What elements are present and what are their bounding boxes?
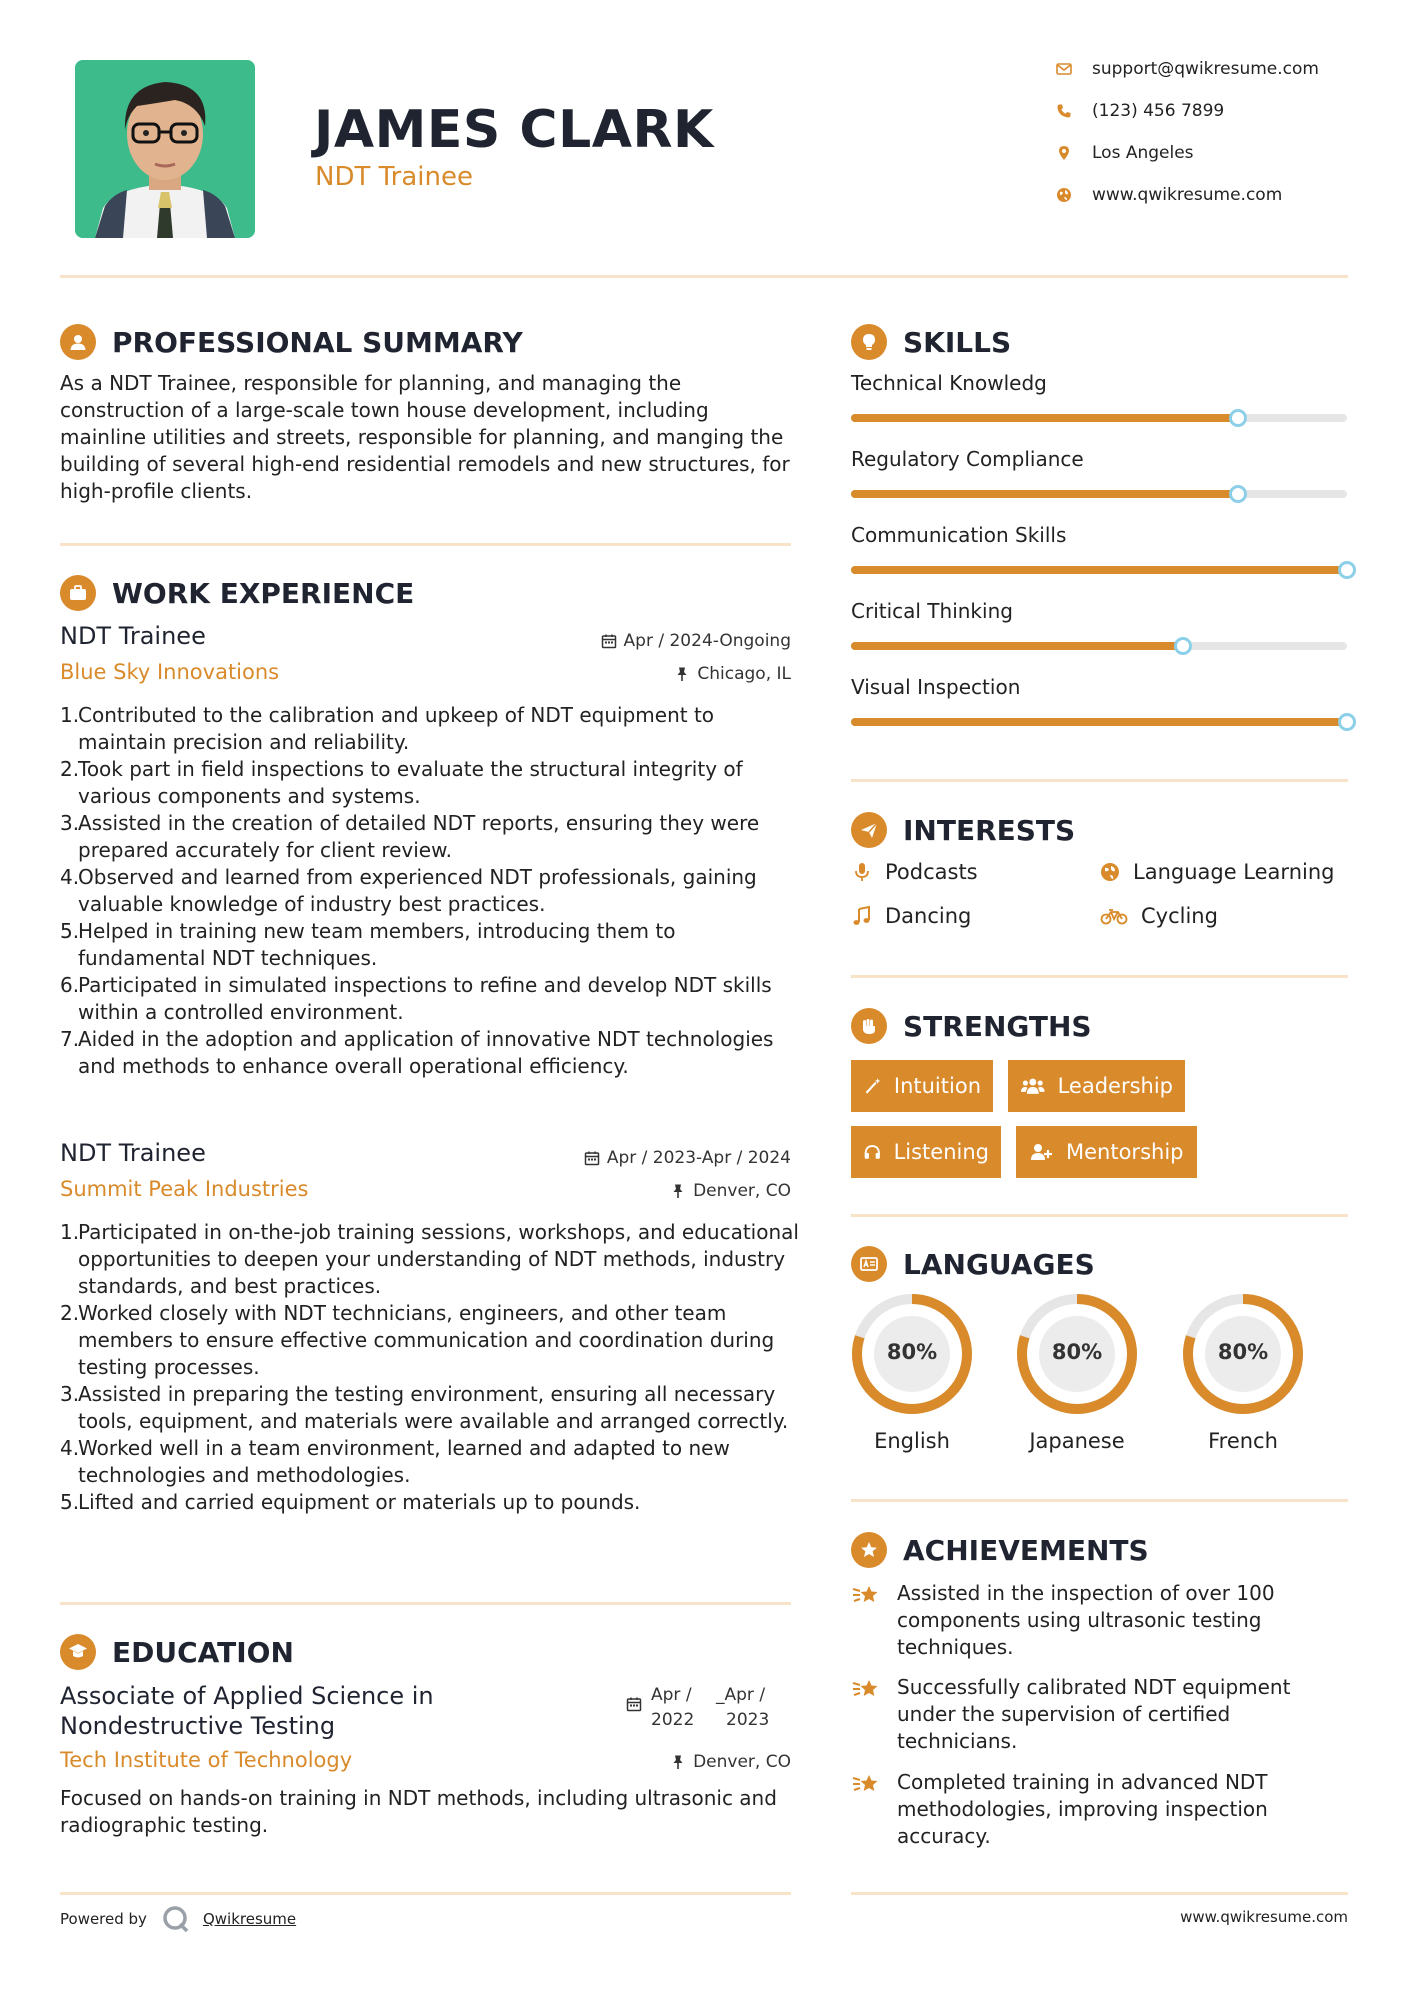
language-percent: 80%: [1217, 1340, 1269, 1364]
skill-bar: [851, 566, 1347, 574]
paper-plane-icon: [851, 812, 887, 848]
language-ring: [850, 1292, 974, 1416]
education-title: EDUCATION: [112, 1635, 294, 1669]
skill-bar-fill: [851, 642, 1183, 650]
education-text: Focused on hands-on training in NDT methods, including ultrasonic and radiographic testing.: [60, 1786, 777, 1837]
language-name: French: [1208, 1429, 1278, 1453]
strengths-heading: [851, 1008, 1092, 1044]
education-location-text: Denver, CO: [693, 1752, 791, 1772]
list-item: 5. Helped in training new team members, introducing them to fundamental NDT techniques.: [60, 919, 676, 970]
skill-name: Visual Inspection: [851, 675, 1021, 699]
experience-heading: [60, 575, 414, 611]
skill-name: Technical Knowledg: [851, 371, 1047, 395]
job-1-location: [520, 664, 791, 684]
contact-phone-text: (123) 456 7899: [1092, 101, 1225, 121]
contact-website-text: www.qwikresume.com: [1092, 185, 1283, 205]
job-1-dates: [520, 631, 791, 651]
experience-divider: [60, 1602, 791, 1605]
achievement-3: Completed training in advanced NDT methodologies, improving inspection accuracy.: [851, 1769, 1331, 1850]
calendar-icon: [626, 1696, 644, 1714]
powered-by: [60, 1904, 296, 1934]
skill-bar-fill: [851, 566, 1347, 574]
strength-listening: Listening: [851, 1126, 1001, 1178]
calendar-icon: [601, 633, 617, 649]
music-note-icon: [851, 905, 873, 927]
language-name: Japanese: [1029, 1429, 1125, 1453]
envelope-icon: [1056, 61, 1072, 77]
job-2-location-text: Denver, CO: [693, 1181, 791, 1201]
list-item: 1. Contributed to the calibration and upkeep of NDT equipment to maintain precision and reliability.: [60, 703, 715, 754]
experience-title: WORK EXPERIENCE: [112, 576, 415, 610]
list-item: 2. Took part in field inspections to evaluate the structural integrity of various components and systems.: [60, 757, 743, 808]
powered-by-label: Powered by: [60, 1910, 147, 1928]
job-2-bullets: [60, 1219, 800, 1516]
achievements-title: ACHIEVEMENTS: [903, 1533, 1149, 1567]
interests-heading: [851, 812, 1075, 848]
job-2-dates: [500, 1148, 791, 1168]
list-item: 2. Worked closely with NDT technicians, engineers, and other team members to ensure effective communication and coordination during testing processes.: [60, 1301, 775, 1379]
summary-text: As a NDT Trainee, responsible for planning, and managing the construction of a large-scale town house development, including mainline utilities and streets, responsible for planning, and manging the building of several high-end residential remodels and new structures, for high-profile clients.: [60, 371, 790, 503]
interest-cycling: Cycling: [1099, 904, 1218, 928]
achievements-heading: [851, 1532, 1149, 1568]
skill-bar-fill: [851, 490, 1238, 498]
list-item: 3. Assisted in the creation of detailed NDT reports, ensuring they were prepared accurately for client review.: [60, 811, 760, 862]
skill-level-knob: [1338, 713, 1356, 731]
list-item: 4. Worked well in a team environment, learned and adapted to new technologies and methodologies.: [60, 1436, 730, 1487]
list-item: 3. Assisted in preparing the testing environment, ensuring all necessary tools, equipment, and materials were available and arranged correctly.: [60, 1382, 789, 1433]
header-divider: [60, 275, 1348, 278]
translate-icon: [851, 1246, 887, 1282]
microphone-icon: [851, 861, 873, 883]
skill-bar-fill: [851, 718, 1347, 726]
lightbulb-icon: [851, 324, 887, 360]
contact-location-text: Los Angeles: [1092, 143, 1194, 163]
education-start: Apr / 2022: [651, 1685, 695, 1730]
avatar-illustration: [75, 60, 255, 238]
skill-level-knob: [1174, 637, 1192, 655]
interest-dancing: Dancing: [851, 904, 971, 928]
skill-level-knob: [1229, 485, 1247, 503]
profile-photo: [75, 60, 255, 238]
list-item: 1. Participated in on-the-job training sessions, workshops, and educational opportunities to deepen your understanding of NDT methods, industry standards, and best practices.: [60, 1220, 799, 1298]
languages-divider: [851, 1499, 1348, 1502]
headphones-icon: [863, 1141, 882, 1163]
strengths-divider: [851, 1214, 1348, 1217]
skill-bar: [851, 718, 1347, 726]
list-item: 5. Lifted and carried equipment or materials up to pounds.: [60, 1490, 641, 1514]
education-school: Tech Institute of Technology: [60, 1748, 353, 1772]
interest-language-learning: Language Learning: [1099, 860, 1334, 884]
languages-heading: [851, 1246, 1095, 1282]
candidate-role: NDT Trainee: [315, 162, 473, 192]
degree-line-2: Nondestructive Testing: [60, 1712, 336, 1740]
star-badge-icon: [851, 1532, 887, 1568]
globe-icon: [1056, 187, 1072, 203]
skill-name: Critical Thinking: [851, 599, 1013, 623]
language-percent: 80%: [1051, 1340, 1103, 1364]
skill-level-knob: [1229, 409, 1247, 427]
pushpin-icon: [670, 1183, 686, 1199]
job-2-location: [520, 1181, 791, 1201]
fist-icon: [851, 1008, 887, 1044]
contact-email[interactable]: [1056, 59, 1319, 79]
job-2-dates-text: Apr / 2023-Apr / 2024: [606, 1148, 791, 1168]
job-2-title: NDT Trainee: [60, 1139, 206, 1167]
skill-bar: [851, 490, 1347, 498]
shooting-star-icon: [851, 1674, 881, 1704]
shooting-star-icon: [851, 1580, 881, 1610]
summary-title: PROFESSIONAL SUMMARY: [112, 325, 523, 359]
list-item: 7. Aided in the adoption and application of innovative NDT technologies and methods to enhance overall operational efficiency.: [60, 1027, 774, 1078]
job-1-dates-text: Apr / 2024-Ongoing: [623, 631, 791, 651]
education-end: _Apr / 2023: [716, 1685, 770, 1730]
briefcase-icon: [60, 575, 96, 611]
strength-intuition: Intuition: [851, 1060, 993, 1112]
skills-heading: [851, 324, 1011, 360]
job-2-company: Summit Peak Industries: [60, 1177, 309, 1201]
skills-title: SKILLS: [903, 325, 1012, 359]
job-1-title: NDT Trainee: [60, 622, 206, 650]
qwikresume-link[interactable]: Qwikresume: [202, 1910, 297, 1928]
contact-location: [1056, 143, 1194, 163]
degree-title: [60, 1681, 434, 1741]
map-pin-icon: [1056, 145, 1072, 161]
degree-line-1: Associate of Applied Science in: [60, 1682, 434, 1710]
education-heading: [60, 1634, 294, 1670]
contact-phone[interactable]: [1056, 101, 1224, 121]
qwikresume-logo-icon: [161, 1904, 191, 1934]
footer-divider-right: [851, 1892, 1348, 1895]
list-item: 6. Participated in simulated inspections to refine and develop NDT skills within a controlled environment.: [60, 973, 772, 1024]
strength-mentorship: Mentorship: [1016, 1126, 1197, 1178]
interests-divider: [851, 975, 1348, 978]
achievement-1: Assisted in the inspection of over 100 components using ultrasonic testing techniques.: [851, 1580, 1331, 1661]
globe-icon: [1099, 861, 1121, 883]
calendar-icon: [584, 1150, 600, 1166]
pushpin-icon: [670, 1754, 686, 1770]
user-icon: [60, 324, 96, 360]
interest-podcasts: Podcasts: [851, 860, 978, 884]
skill-bar-fill: [851, 414, 1238, 422]
skill-bar: [851, 414, 1347, 422]
job-1-bullets: [60, 702, 800, 1080]
skill-name: Communication Skills: [851, 523, 1067, 547]
graduation-icon: [60, 1634, 96, 1670]
language-name: English: [874, 1429, 950, 1453]
pushpin-icon: [674, 666, 690, 682]
strengths-title: STRENGTHS: [903, 1009, 1092, 1043]
language-percent: 80%: [886, 1340, 938, 1364]
skill-name: Regulatory Compliance: [851, 447, 1084, 471]
contact-email-text: support@qwikresume.com: [1092, 59, 1319, 79]
education-location: [520, 1752, 791, 1772]
job-1-location-text: Chicago, IL: [697, 664, 791, 684]
users-icon: [1020, 1075, 1046, 1097]
shooting-star-icon: [851, 1769, 881, 1799]
user-plus-icon: [1028, 1141, 1054, 1163]
achievement-2: Successfully calibrated NDT equipment under the supervision of certified technicians.: [851, 1674, 1331, 1755]
candidate-name: JAMES CLARK: [314, 100, 714, 160]
language-ring: [1181, 1292, 1305, 1416]
job-1-company: Blue Sky Innovations: [60, 660, 280, 684]
skills-divider: [851, 779, 1348, 782]
languages-title: LANGUAGES: [903, 1247, 1095, 1281]
language-ring: [1015, 1292, 1139, 1416]
list-item: 4. Observed and learned from experienced NDT professionals, gaining valuable knowledge of industry best practices.: [60, 865, 757, 916]
summary-divider: [60, 543, 791, 546]
skill-level-knob: [1338, 561, 1356, 579]
phone-icon: [1056, 103, 1072, 119]
skill-bar: [851, 642, 1347, 650]
contact-website[interactable]: [1056, 185, 1282, 205]
footer-divider-left: [60, 1892, 791, 1895]
bicycle-icon: [1099, 905, 1129, 927]
footer-website[interactable]: www.qwikresume.com: [1180, 1908, 1348, 1926]
magic-wand-icon: [863, 1075, 882, 1097]
strength-leadership: Leadership: [1008, 1060, 1185, 1112]
interests-title: INTERESTS: [903, 813, 1076, 847]
summary-heading: [60, 324, 523, 360]
